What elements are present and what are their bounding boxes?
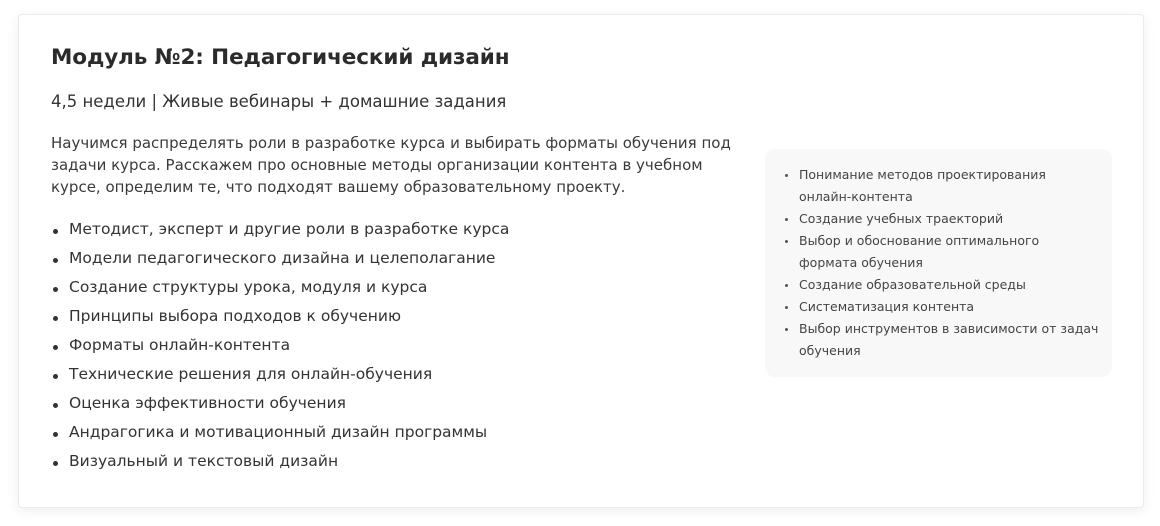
module-card	[18, 14, 1144, 508]
skill-item: Выбор и обоснование оптимального формата обучения	[783, 230, 1101, 274]
skill-item: Понимание методов проектирования онлайн-контента	[783, 164, 1101, 208]
skills-list	[783, 164, 1101, 362]
topic-item: Методист, эксперт и другие роли в разработке курса	[51, 215, 509, 244]
topic-item: Оценка эффективности обучения	[51, 389, 509, 418]
topic-item: Принципы выбора подходов к обучению	[51, 302, 509, 331]
skill-item: Систематизация контента	[783, 296, 1101, 318]
skills-panel	[765, 149, 1112, 377]
module-title: Модуль №2: Педагогический дизайн	[51, 45, 510, 70]
module-subtitle: 4,5 недели | Живые вебинары + домашние задания	[51, 92, 507, 111]
module-description: Научимся распределять роли в разработке курса и выбирать форматы обучения под задачи курса. Расскажем про основные методы организации контента в учебном курсе, определим те, что подходят вашему образовательному проекту.	[51, 134, 731, 196]
skill-item: Создание образовательной среды	[783, 274, 1101, 296]
topic-item: Технические решения для онлайн-обучения	[51, 360, 509, 389]
topic-item: Андрагогика и мотивационный дизайн программы	[51, 418, 509, 447]
topic-item: Форматы онлайн-контента	[51, 331, 509, 360]
topic-item: Визуальный и текстовый дизайн	[51, 447, 509, 476]
topic-item: Модели педагогического дизайна и целеполагание	[51, 244, 509, 273]
skill-item: Создание учебных траекторий	[783, 208, 1101, 230]
skill-item: Выбор инструментов в зависимости от задач обучения	[783, 318, 1101, 362]
topics-list	[51, 215, 509, 476]
topic-item: Создание структуры урока, модуля и курса	[51, 273, 509, 302]
